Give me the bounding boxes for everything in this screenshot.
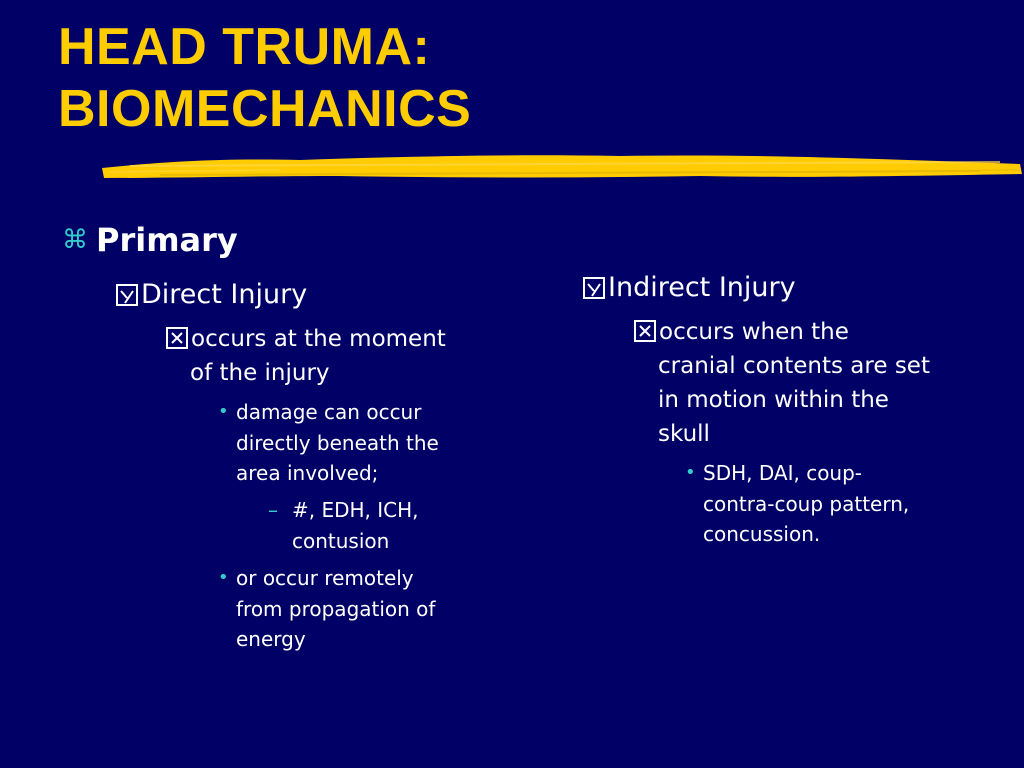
dash-item-line-2: contusion [292,528,390,553]
indirect-sub-line-4: skull [658,421,710,447]
direct-bullet-1-line-1: damage can occur [236,400,422,424]
indirect-sub-line-2: cranial contents are set [658,353,930,379]
direct-bullet-1 [218,397,439,489]
bullet-dot-icon: • [218,567,229,588]
direct-bullet-2-line-3: energy [236,627,306,651]
checkbox-check-icon [583,277,605,299]
title-underline-brush [100,148,1024,190]
dash-icon: – [268,498,278,522]
bullet-dot-icon: • [218,401,229,422]
checkbox-cross-icon [634,320,656,342]
dash-item-line-1: #, EDH, ICH, [292,498,419,522]
direct-bullet-2 [218,563,435,655]
indirect-bullet-1-line-1: SDH, DAI, coup- [703,461,863,485]
checkbox-cross-icon [166,327,188,349]
direct-injury-label: Direct Injury [141,279,308,310]
indirect-bullet-1 [685,458,909,550]
slide-title [58,16,471,140]
indirect-bullet-1-line-3: concussion. [703,522,821,546]
direct-sub-line-2: of the injury [190,360,330,386]
primary-label: Primary [96,221,238,259]
indirect-injury-label: Indirect Injury [608,272,796,303]
title-line-1: HEAD TRUMA: [58,18,431,76]
direct-bullet-1-line-3: area involved; [236,461,379,485]
direct-bullet-2-line-1: or occur remotely [236,566,414,590]
direct-dash-item [268,495,419,556]
direct-bullet-1-line-2: directly beneath the [236,430,439,455]
direct-injury-heading [116,278,307,312]
checkbox-check-icon [116,284,138,306]
title-line-2: BIOMECHANICS [58,80,472,138]
direct-bullet-2-line-2: from propagation of [236,596,436,621]
indirect-injury-sub [634,315,930,451]
command-icon: ⌘ [62,225,88,255]
direct-injury-sub [166,322,446,390]
bullet-dot-icon: • [685,462,696,483]
direct-sub-line-1: occurs at the moment [191,326,446,352]
indirect-bullet-1-line-2: contra-coup pattern, [703,491,910,516]
primary-item [62,220,238,260]
indirect-injury-heading [583,271,796,305]
indirect-sub-line-1: occurs when the [659,319,849,345]
indirect-sub-line-3: in motion within the [658,387,889,413]
